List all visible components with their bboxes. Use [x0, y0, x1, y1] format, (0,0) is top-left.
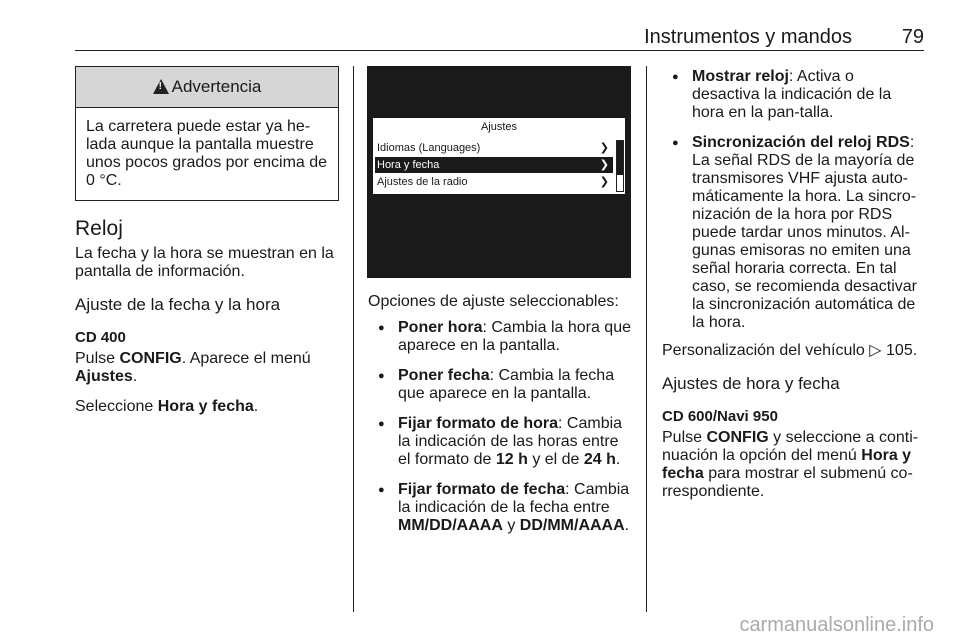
cd400-heading: CD 400 — [75, 329, 126, 346]
text: : Cambia la fecha que aparece en la pantalla. — [398, 367, 615, 402]
list-item — [368, 415, 634, 469]
term: 24 h — [583, 451, 616, 468]
reloj-text: La fecha y la hora se muestran en la pantalla de información. — [75, 245, 334, 280]
config-term: CONFIG — [119, 350, 182, 367]
text: . — [624, 517, 630, 534]
watermark: carmanualsonline.info — [739, 614, 934, 636]
text: . — [253, 398, 259, 415]
personalizacion-text — [662, 342, 924, 360]
menu-item-label: Idiomas (Languages) — [377, 142, 481, 154]
menu-title: Ajustes — [480, 121, 518, 133]
ajustes-menu — [373, 118, 625, 194]
display-screenshot — [367, 66, 631, 278]
text: : Cambia la hora que aparece en la pantalla. — [398, 319, 631, 354]
term: DD/MM/AAAA — [519, 517, 625, 534]
term: Sincronización del reloj RDS — [692, 134, 910, 151]
menu-item-idiomas — [375, 140, 613, 156]
reloj-heading: Reloj — [75, 217, 123, 240]
hora-fecha-term: Hora y fecha — [662, 447, 912, 482]
list-item — [662, 134, 924, 332]
text: Pulse — [75, 350, 116, 367]
term: Fijar formato de fecha — [398, 481, 566, 498]
term: Mostrar reloj — [692, 68, 789, 85]
term: Poner fecha — [398, 367, 490, 384]
text: y el de — [532, 451, 580, 468]
chevron-right-icon: ❯ — [599, 142, 609, 154]
text: : La señal RDS de la mayoría de transmisores VHF ajusta auto-máticamente la hora. La sincro-nización de la hora por RDS puede tardar unos minutos. Al-gunas emisoras no emiten una señal horaria correcta. En tal caso, se recomienda desactivar la sincronización automática de la hora. — [692, 134, 917, 331]
list-item — [368, 367, 634, 403]
list-item — [368, 319, 634, 355]
column-left — [75, 66, 339, 416]
term: MM/DD/AAAA — [398, 517, 503, 534]
page-header — [75, 22, 924, 51]
section-title: Instrumentos y mandos — [644, 26, 852, 48]
column-divider — [353, 66, 354, 612]
hora-fecha-term: Hora y fecha — [157, 398, 254, 415]
warning-triangle-icon — [153, 79, 169, 94]
text: : Activa o desactiva la indicación de la hora en la pan-talla. — [692, 68, 892, 121]
clock-options-list — [662, 68, 924, 332]
text: para mostrar el submenú co-rrespondiente. — [662, 465, 913, 500]
menu-scrollbar — [616, 140, 624, 192]
cd600-heading: CD 600/Navi 950 — [662, 408, 778, 425]
column-right — [662, 68, 924, 501]
ajuste-heading: Ajuste de la fecha y la hora — [75, 295, 281, 314]
menu-item-label: Hora y fecha — [377, 159, 440, 171]
chevron-right-icon: ❯ — [599, 159, 609, 171]
page-number: 79 — [901, 26, 924, 48]
scrollbar-thumb — [617, 141, 623, 175]
text: y — [507, 517, 516, 534]
menu-item-hora-fecha — [375, 157, 613, 173]
text: 105. — [886, 342, 918, 359]
pulse-config-text — [75, 350, 337, 386]
term: Fijar formato de hora — [398, 415, 559, 432]
term: Poner hora — [398, 319, 483, 336]
list-item — [368, 481, 634, 535]
ajustes-term: Ajustes — [75, 368, 133, 385]
chevron-right-icon: ❯ — [599, 176, 609, 188]
text: Personalización del vehículo — [662, 342, 865, 359]
warning-header — [76, 67, 338, 108]
text: . — [615, 451, 621, 468]
term: 12 h — [495, 451, 528, 468]
cd600-text — [662, 429, 924, 501]
seleccione-text — [75, 398, 339, 416]
text: . Aparece el menú — [181, 350, 311, 367]
options-intro: Opciones de ajuste seleccionables: — [368, 293, 619, 310]
menu-item-ajustes-radio — [375, 174, 613, 190]
text: Seleccione — [75, 398, 154, 415]
text: . — [132, 368, 138, 385]
config-term: CONFIG — [706, 429, 769, 446]
warning-body — [76, 108, 338, 200]
menu-item-label: Ajustes de la radio — [377, 176, 468, 188]
text: y seleccione a conti-nuación la opción del menú — [662, 429, 919, 464]
column-middle — [368, 293, 634, 547]
warning-text: La carretera puede estar ya he-lada aunque la pantalla muestre unos pocos grados por encima de 0 °C. — [86, 118, 328, 189]
ajustes-hora-heading: Ajustes de hora y fecha — [662, 374, 840, 393]
text: : Cambia la indicación de la fecha entre — [398, 481, 630, 516]
warning-title: Advertencia — [171, 77, 262, 96]
text: Pulse — [662, 429, 703, 446]
column-divider — [646, 66, 647, 612]
list-item — [662, 68, 924, 122]
page-reference-icon: ▷ — [869, 342, 882, 359]
text: : Cambia la indicación de las horas entre el formato de — [398, 415, 623, 468]
options-list — [368, 319, 634, 535]
warning-box — [75, 66, 339, 201]
